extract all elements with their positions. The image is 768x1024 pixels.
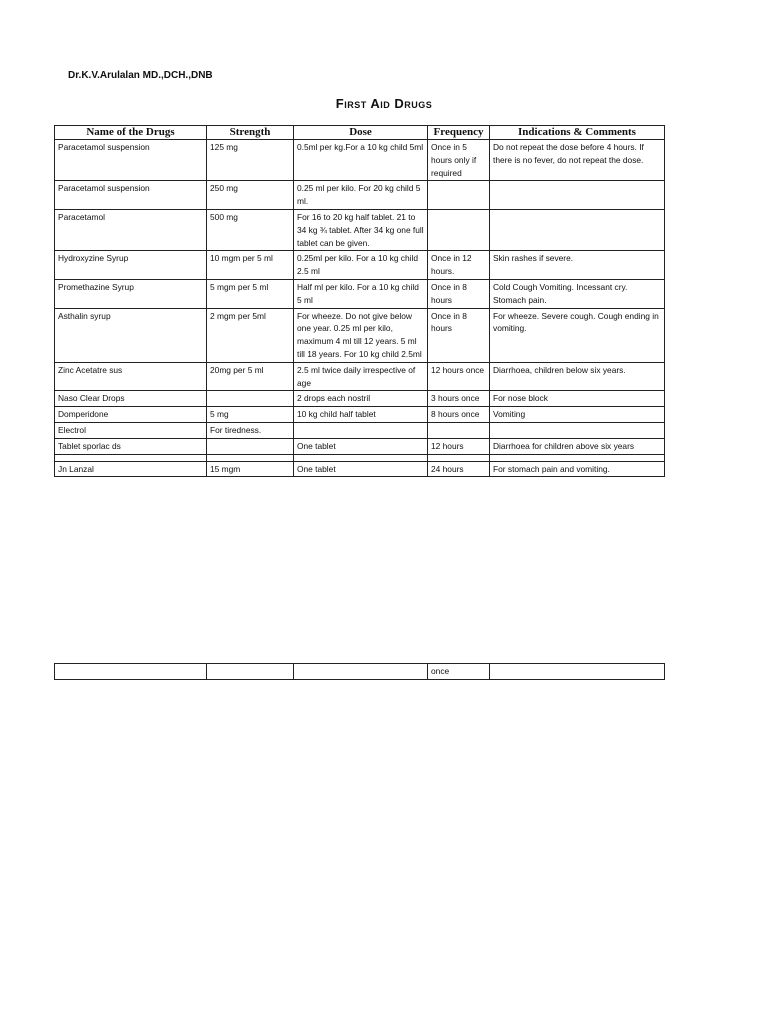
column-header-frequency: Frequency	[428, 126, 490, 140]
drugs-table	[54, 125, 665, 477]
table-header-row	[55, 126, 665, 140]
frequency-cell	[428, 422, 490, 438]
strength-cell	[207, 438, 294, 454]
strength-cell	[207, 664, 294, 680]
dose-cell: 0.25ml per kilo. For a 10 kg child 2.5 ml	[294, 251, 428, 280]
frequency-cell: 8 hours once	[428, 407, 490, 423]
drug-name-cell: Promethazine Syrup	[55, 279, 207, 308]
strength-cell: 5 mg	[207, 407, 294, 423]
table-row	[55, 279, 665, 308]
comments-cell: Vomiting	[490, 407, 665, 423]
strength-cell: 500 mg	[207, 209, 294, 250]
drug-name-cell: Paracetamol suspension	[55, 140, 207, 181]
comments-cell: For stomach pain and vomiting.	[490, 461, 665, 477]
frequency-cell: Once in 12 hours.	[428, 251, 490, 280]
empty-cell	[428, 454, 490, 461]
drug-name-cell	[55, 664, 207, 680]
comments-cell: For wheeze. Severe cough. Cough ending in vomiting.	[490, 308, 665, 362]
comments-cell: Cold Cough Vomiting. Incessant cry. Stomach pain.	[490, 279, 665, 308]
table-row	[55, 251, 665, 280]
comments-cell	[490, 664, 665, 680]
drug-name-cell: Electrol	[55, 422, 207, 438]
dose-cell: One tablet	[294, 461, 428, 477]
drug-name-cell: Hydroxyzine Syrup	[55, 251, 207, 280]
dose-cell: 2.5 ml twice daily irrespective of age	[294, 362, 428, 391]
comments-cell: Diarrhoea, children below six years.	[490, 362, 665, 391]
strength-cell: 125 mg	[207, 140, 294, 181]
dose-cell: For wheeze. Do not give below one year. 0.25 ml per kilo, maximum 4 ml till 12 years. 5 ml till 18 years. For 10 kg child 2.5ml	[294, 308, 428, 362]
comments-cell	[490, 209, 665, 250]
page-title: First Aid Drugs	[335, 96, 433, 111]
strength-cell: 2 mgm per 5ml	[207, 308, 294, 362]
frequency-cell: Once in 8 hours	[428, 279, 490, 308]
comments-cell: For nose block	[490, 391, 665, 407]
frequency-cell: Once in 5 hours only if required	[428, 140, 490, 181]
table-row	[55, 664, 665, 680]
drug-name-cell: Zinc Acetatre sus	[55, 362, 207, 391]
dose-cell: 0.5ml per kg.For a 10 kg child 5ml	[294, 140, 428, 181]
table-row	[55, 407, 665, 423]
trailing-table-row	[54, 663, 665, 680]
column-header-comments: Indications & Comments	[490, 126, 665, 140]
frequency-cell	[428, 181, 490, 210]
column-header-dose: Dose	[294, 126, 428, 140]
empty-cell	[490, 454, 665, 461]
column-header-strength: Strength	[207, 126, 294, 140]
frequency-cell: 24 hours	[428, 461, 490, 477]
comments-cell	[490, 422, 665, 438]
empty-cell	[294, 454, 428, 461]
author-name: Dr.K.V.Arulalan MD.,DCH.,DNB	[68, 70, 213, 81]
table-row	[55, 181, 665, 210]
dose-cell: One tablet	[294, 438, 428, 454]
strength-cell: 15 mgm	[207, 461, 294, 477]
strength-cell: 5 mgm per 5 ml	[207, 279, 294, 308]
dose-cell: Half ml per kilo. For a 10 kg child 5 ml	[294, 279, 428, 308]
strength-cell: 20mg per 5 ml	[207, 362, 294, 391]
table-row	[55, 362, 665, 391]
drug-name-cell: Tablet sporlac ds	[55, 438, 207, 454]
table-row	[55, 438, 665, 454]
frequency-cell: 3 hours once	[428, 391, 490, 407]
table-row	[55, 422, 665, 438]
frequency-cell: Once in 8 hours	[428, 308, 490, 362]
frequency-cell	[428, 209, 490, 250]
dose-cell: For 16 to 20 kg half tablet. 21 to 34 kg ¾ tablet. After 34 kg one full tablet can be given.	[294, 209, 428, 250]
table-row	[55, 308, 665, 362]
dose-cell	[294, 664, 428, 680]
dose-cell	[294, 422, 428, 438]
comments-cell: Do not repeat the dose before 4 hours. If there is no fever, do not repeat the dose.	[490, 140, 665, 181]
dose-cell: 10 kg child half tablet	[294, 407, 428, 423]
drug-name-cell: Paracetamol	[55, 209, 207, 250]
table-row	[55, 391, 665, 407]
comments-cell	[490, 181, 665, 210]
frequency-cell: once	[428, 664, 490, 680]
strength-cell: For tiredness.	[207, 422, 294, 438]
dose-cell: 0.25 ml per kilo. For 20 kg child 5 ml.	[294, 181, 428, 210]
drug-name-cell: Naso Clear Drops	[55, 391, 207, 407]
strength-cell: 250 mg	[207, 181, 294, 210]
dose-cell: 2 drops each nostril	[294, 391, 428, 407]
strength-cell	[207, 391, 294, 407]
drug-name-cell: Asthalin syrup	[55, 308, 207, 362]
frequency-cell: 12 hours	[428, 438, 490, 454]
empty-table-row	[55, 454, 665, 461]
drug-name-cell: Jn Lanzal	[55, 461, 207, 477]
table-row	[55, 209, 665, 250]
drug-name-cell: Paracetamol suspension	[55, 181, 207, 210]
column-header-name: Name of the Drugs	[55, 126, 207, 140]
drug-name-cell: Domperidone	[55, 407, 207, 423]
frequency-cell: 12 hours once	[428, 362, 490, 391]
strength-cell: 10 mgm per 5 ml	[207, 251, 294, 280]
comments-cell: Diarrhoea for children above six years	[490, 438, 665, 454]
empty-cell	[55, 454, 207, 461]
table-row	[55, 461, 665, 477]
empty-cell	[207, 454, 294, 461]
table-row	[55, 140, 665, 181]
comments-cell: Skin rashes if severe.	[490, 251, 665, 280]
